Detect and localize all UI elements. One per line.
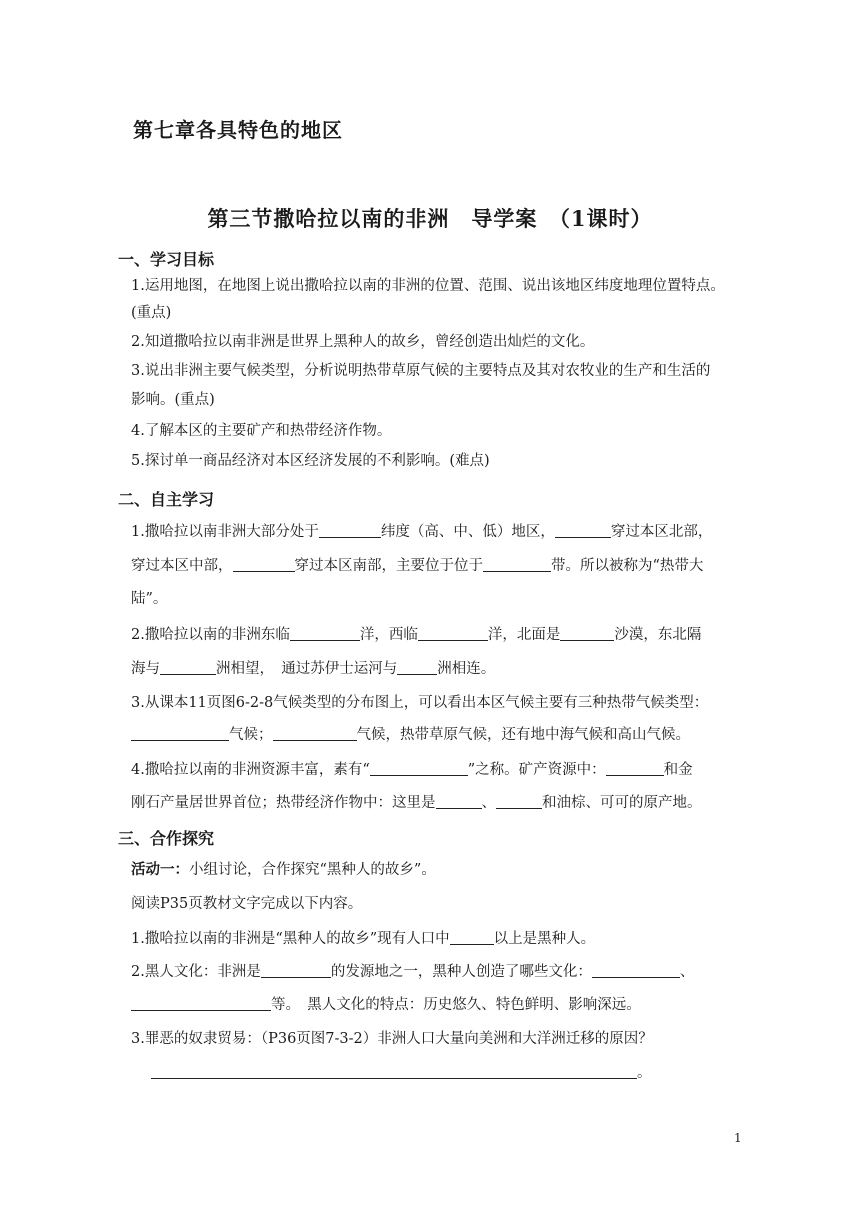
c1-line: 1.撒哈拉以南的非洲是“黑种人的故乡”现有人口中 以上是黑种人。 bbox=[131, 931, 596, 947]
answer-blank[interactable] bbox=[397, 659, 437, 675]
chapter-title: 第七章各具特色的地区 bbox=[133, 118, 343, 142]
q3-line-1: 3.从课本11页图6-2-8气候类型的分布图上，可以看出本区气候主要有三种热带气候类型： bbox=[131, 695, 709, 711]
goal-1-line-1: 1.运用地图，在地图上说出撒哈拉以南的非洲的位置、范围、说出该地区纬度地理位置特点。 bbox=[131, 278, 725, 294]
answer-blank[interactable] bbox=[450, 929, 494, 945]
q3-line-2: 气候； 气候，热带草原气候，还有地中海气候和高山气候。 bbox=[131, 725, 690, 745]
heading-cooperative: 三、合作探究 bbox=[118, 829, 215, 848]
goal-3-line-2: 影响。(重点) bbox=[131, 392, 215, 408]
q1-line-2: 穿过本区中部， 穿过本区南部，主要位于位于 带。所以被称为“热带大 bbox=[131, 558, 704, 574]
page-number: 1 bbox=[734, 1131, 742, 1145]
goal-1-line-2: (重点) bbox=[131, 305, 172, 321]
answer-blank[interactable] bbox=[560, 625, 614, 641]
answer-blank[interactable] bbox=[131, 725, 229, 741]
answer-blank[interactable] bbox=[273, 725, 357, 741]
q4-line-2: 刚石产量居世界首位；热带经济作物中：这里是 、 和油棕、可可的原产地。 bbox=[131, 795, 702, 811]
answer-blank[interactable] bbox=[592, 962, 680, 978]
answer-blank[interactable] bbox=[233, 556, 295, 572]
answer-blank[interactable] bbox=[290, 625, 360, 641]
answer-blank[interactable] bbox=[496, 793, 542, 809]
answer-blank[interactable] bbox=[151, 1063, 637, 1079]
c2-line-1: 2.黑人文化：非洲是 的发源地之一，黑种人创造了哪些文化： 、 bbox=[131, 964, 695, 980]
answer-blank[interactable] bbox=[606, 760, 664, 776]
heading-self-study: 二、自主学习 bbox=[118, 490, 215, 509]
answer-blank[interactable] bbox=[261, 962, 331, 978]
c2-line-2: 等。 黑人文化的特点：历史悠久、特色鲜明、影响深远。 bbox=[131, 995, 641, 1015]
goal-4: 4.了解本区的主要矿产和热带经济作物。 bbox=[131, 423, 392, 439]
q1-line-3: 陆”。 bbox=[131, 591, 168, 607]
reading-instruction: 阅读P35页教材文字完成以下内容。 bbox=[131, 896, 363, 912]
q2-line-2: 海与 洲相望， 通过苏伊士运河与 洲相连。 bbox=[131, 661, 496, 677]
goal-3-line-1: 3.说出非洲主要气候类型，分析说明热带草原气候的主要特点及其对农牧业的生产和生活的 bbox=[131, 363, 711, 379]
section-title: 第三节撒哈拉以南的非洲 导学案 （1课时） bbox=[207, 206, 653, 231]
answer-blank[interactable] bbox=[319, 522, 381, 538]
answer-blank[interactable] bbox=[555, 522, 611, 538]
activity-label: 活动一： bbox=[131, 861, 189, 878]
answer-blank[interactable] bbox=[483, 556, 551, 572]
goal-2: 2.知道撒哈拉以南非洲是世界上黑种人的故乡，曾经创造出灿烂的文化。 bbox=[131, 334, 595, 350]
q2-line-1: 2.撒哈拉以南的非洲东临 洋，西临 洋，北面是 沙漠，东北隔 bbox=[131, 627, 702, 643]
c3-answer-line: 。 bbox=[151, 1063, 652, 1083]
answer-blank[interactable] bbox=[160, 659, 216, 675]
q1-line-1: 1.撒哈拉以南非洲大部分处于 纬度（高、中、低）地区， 穿过本区北部， bbox=[131, 524, 713, 540]
answer-blank[interactable] bbox=[418, 625, 488, 641]
c3-line: 3.罪恶的奴隶贸易：（P36页图7-3-2）非洲人口大量向美洲和大洋洲迁移的原因？ bbox=[131, 1031, 653, 1047]
answer-blank[interactable] bbox=[370, 760, 468, 776]
answer-blank[interactable] bbox=[436, 793, 482, 809]
heading-goals: 一、学习目标 bbox=[118, 250, 215, 269]
activity-1: 活动一：小组讨论，合作探究“黑种人的故乡”。 bbox=[131, 861, 436, 878]
answer-blank[interactable] bbox=[131, 995, 271, 1011]
goal-5: 5.探讨单一商品经济对本区经济发展的不利影响。(难点) bbox=[131, 453, 490, 469]
q4-line-1: 4.撒哈拉以南的非洲资源丰富，素有“ ”之称。矿产资源中： 和金 bbox=[131, 762, 693, 778]
